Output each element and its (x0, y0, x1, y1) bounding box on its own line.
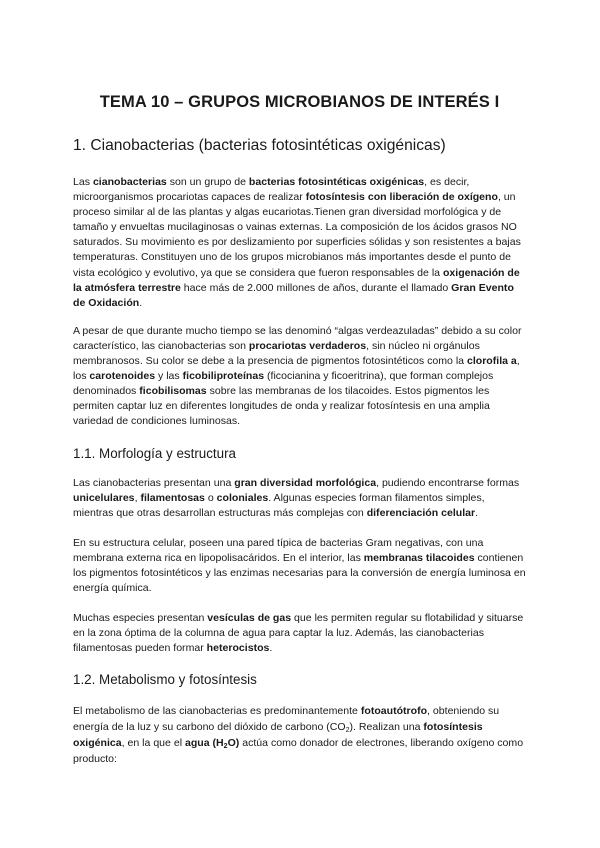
section-heading-cianobacterias: 1. Cianobacterias (bacterias fotosintéticas oxigénicas) (73, 137, 446, 154)
paragraph: Las cianobacterias presentan una gran diversidad morfológica, pudiendo encontrarse formas unicelulares, filamentosas o coloniales. Algunas especies forman filamentos simples, mientras que otras desarrollan estructuras más complejas con diferenciación celular. (73, 476, 520, 519)
subsection-heading-metabolismo: 1.2. Metabolismo y fotosíntesis (73, 672, 257, 688)
paragraph: A pesar de que durante mucho tiempo se las denominó “algas verdeazuladas” debido a su color característico, las cianobacterias son procariotas verdaderos, sin núcleo ni orgánulos membranosos. Su color se debe a la presencia de pigmentos fotosintéticos como la clorofila a, los carotenoides y las ficobiliproteínas (ficocianina y ficoeritrina), que forman complejos denominados ficobilisomas sobre las membranas de los tilacoides. Estos pigmentos les permiten captar luz en diferentes longitudes de onda y realizar fotosíntesis en una amplia variedad de condiciones luminosas. (73, 324, 522, 428)
paragraph: Las cianobacterias son un grupo de bacterias fotosintéticas oxigénicas, es decir, microorganismos procariotas capaces de realizar fotosíntesis con liberación de oxígeno, un proceso similar al de las plantas y algas eucariotas.Tienen gran diversidad morfológica y de tamaño y envueltas mucilaginosas o vainas externas. La composición de los ácidos grasos NO saturados. Su movimiento es por deslizamiento por superficies sólidas y son resistentes a bajas temperaturas. Constituyen uno de los grupos microbianos más importantes desde el punto de vista ecológico y evolutivo, ya que se considera que fueron responsables de la oxigenación de la atmósfera terrestre hace más de 2.000 millones de años, durante el llamado Gran Evento de Oxidación. (73, 176, 521, 309)
subsection-heading-morfologia: 1.1. Morfología y estructura (73, 445, 236, 461)
paragraph: En su estructura celular, poseen una pared típica de bacterias Gram negativas, con una membrana externa rica en lipopolisacáridos. En el interior, las membranas tilacoides contienen los pigmentos fotosintéticos y las enzimas necesarias para la conversión de energía luminosa en energía química. (73, 536, 526, 595)
paragraph: El metabolismo de las cianobacterias es predominantemente fotoautótrofo, obteniendo su energía de la luz y su carbono del dióxido de carbono $(CO_2)$. Realizan una fotosíntesis oxigénica, en la que el agua $(H_2O)$ actúa como donador de electrones, liberando oxígeno como producto: (73, 705, 524, 765)
paragraph: Muchas especies presentan vesículas de gas que les permiten regular su flotabilidad y situarse en la zona óptima de la columna de agua para captar la luz. Además, las cianobacterias filamentosas pueden formar heterocistos. (73, 612, 524, 655)
document-title: TEMA 10 – GRUPOS MICROBIANOS DE INTERÉS I (99, 93, 500, 111)
